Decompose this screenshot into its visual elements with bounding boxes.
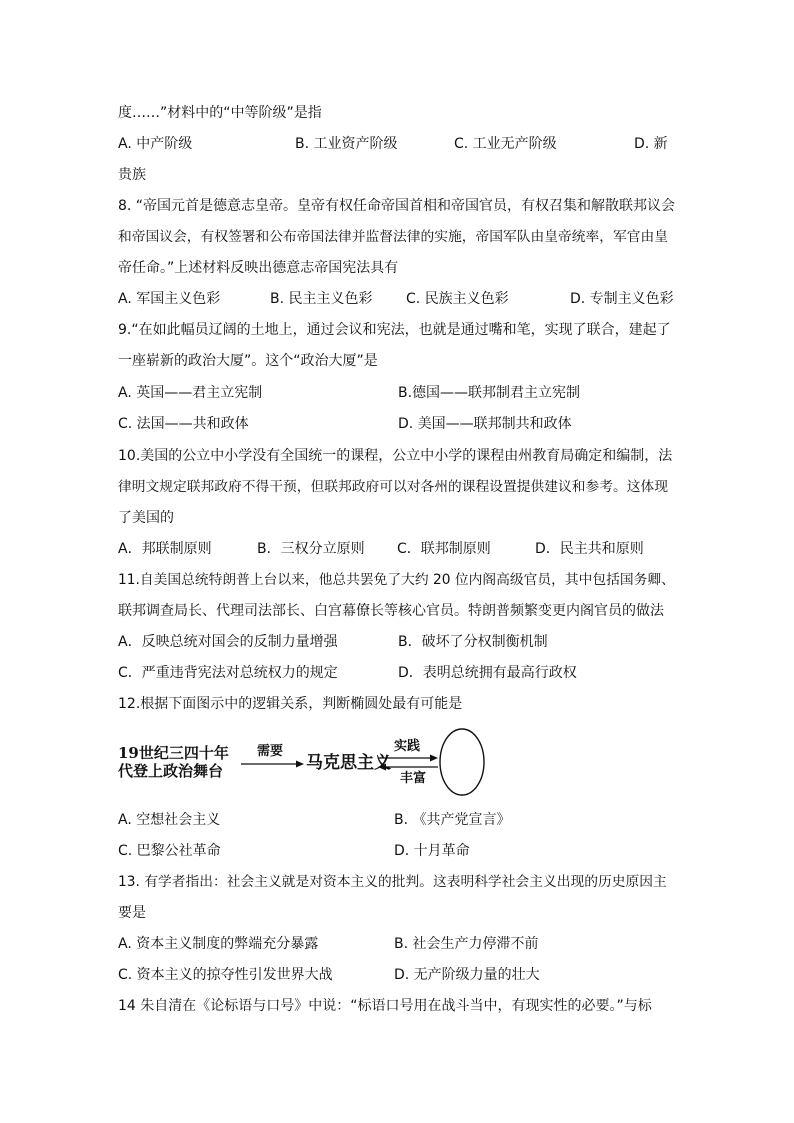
- arrow-practice-head: [430, 755, 438, 762]
- q13-option-b[interactable]: B. 社会生产力停滞不前: [394, 936, 539, 952]
- q11-stem-1: 11.自美国总统特朗普上台以来，他总共罢免了大约 20 位内阁高级官员，其中包括国务卿、: [118, 572, 675, 588]
- q11-option-b[interactable]: B．破坏了分权制衡机制: [398, 634, 548, 650]
- q9-stem-1: 9.“在如此幅员辽阔的土地上，通过会议和宪法，也就是通过嘴和笔，实现了联合，建起了: [118, 322, 671, 338]
- q8-stem-3: 帝任命。”上述材料反映出德意志帝国宪法具有: [118, 260, 399, 276]
- q9-option-d[interactable]: D. 美国——联邦制共和政体: [398, 416, 572, 432]
- q7-stem-end: 度……”材料中的“中等阶级”是指: [118, 105, 322, 121]
- q10-option-c[interactable]: C．联邦制原则: [397, 541, 491, 557]
- q7-option-d-cont: 贵族: [118, 167, 146, 183]
- diagram-left-line-2: 代登上政治舞台: [118, 762, 224, 780]
- q8-stem-2: 和帝国议会，有权签署和公布帝国法律并监督法律的实施，帝国军队由皇帝统率，军官由皇: [118, 229, 669, 245]
- q11-option-d[interactable]: D．表明总统拥有最高行政权: [398, 665, 577, 681]
- q13-option-d[interactable]: D. 无产阶级力量的壮大: [394, 967, 540, 983]
- q9-stem-2: 一座崭新的政治大厦”。这个“政治大厦”是: [118, 353, 378, 369]
- q11-stem-2: 联邦调查局长、代理司法部长、白宫幕僚长等核心官员。特朗普频繁变更内阁官员的做法: [118, 603, 664, 619]
- diagram-practice-label: 实践: [394, 739, 421, 754]
- q8-option-c[interactable]: C. 民族主义色彩: [406, 291, 509, 307]
- q9-option-a[interactable]: A. 英国——君主立宪制: [118, 385, 263, 401]
- q11-option-c[interactable]: C．严重违背宪法对总统权力的规定: [118, 665, 338, 681]
- unknown-ellipse: [440, 729, 484, 795]
- q13-option-c[interactable]: C. 资本主义的掠夺性引发世界大战: [118, 967, 333, 983]
- q12-stem: 12.根据下面图示中的逻辑关系，判断椭圆处最有可能是: [118, 696, 463, 712]
- q8-stem-1: 8. “帝国元首是德意志皇帝。皇帝有权任命帝国首相和帝国官员，有权召集和解散联邦议会: [118, 198, 676, 214]
- q10-stem-1: 10.美国的公立中小学没有全国统一的课程，公立中小学的课程由州教育局确定和编制，法: [118, 448, 673, 464]
- q8-option-b[interactable]: B. 民主主义色彩: [270, 291, 373, 307]
- diagram-enrich-label: 丰富: [400, 771, 427, 786]
- q7-option-d[interactable]: D. 新: [634, 136, 668, 152]
- q8-option-a[interactable]: A. 军国主义色彩: [118, 291, 221, 307]
- q10-option-d[interactable]: D．民主共和原则: [535, 541, 644, 557]
- q12-option-a[interactable]: A. 空想社会主义: [118, 812, 221, 828]
- q7-option-a[interactable]: A. 中产阶级: [118, 136, 193, 152]
- q12-logic-diagram: [118, 722, 498, 802]
- q14-stem-1: 14 朱自清在《论标语与口号》中说：“标语口号用在战斗当中，有现实性的必要。”与标: [118, 998, 652, 1014]
- q13-stem-2: 要是: [118, 905, 146, 921]
- diagram-center-label: 马克思主义: [306, 753, 391, 773]
- arrow-need-head: [296, 761, 304, 768]
- q7-option-b[interactable]: B. 工业资产阶级: [295, 136, 398, 152]
- q13-option-a[interactable]: A. 资本主义制度的弊端充分暴露: [118, 936, 319, 952]
- q10-stem-3: 了美国的: [118, 510, 174, 526]
- q8-option-d[interactable]: D. 专制主义色彩: [570, 291, 674, 307]
- q9-option-c[interactable]: C. 法国——共和政体: [118, 416, 249, 432]
- q12-option-d[interactable]: D. 十月革命: [394, 843, 470, 859]
- q13-stem-1: 13. 有学者指出：社会主义就是对资本主义的批判。这表明科学社会主义出现的历史原因主: [118, 874, 667, 890]
- diagram-left-line-1: 19世纪三四十年: [118, 744, 229, 762]
- q7-option-c[interactable]: C. 工业无产阶级: [454, 136, 557, 152]
- q10-stem-2: 律明文规定联邦政府不得干预，但联邦政府可以对各州的课程设置提供建议和参考。这体现: [118, 479, 669, 495]
- q10-option-b[interactable]: B．三权分立原则: [257, 541, 365, 557]
- q11-option-a[interactable]: A．反映总统对国会的反制力量增强: [118, 634, 338, 650]
- diagram-need-label: 需要: [257, 744, 284, 759]
- q12-option-b[interactable]: B. 《共产党宣言》: [394, 812, 511, 828]
- q12-option-c[interactable]: C. 巴黎公社革命: [118, 843, 221, 859]
- q9-option-b[interactable]: B.德国——联邦制君主立宪制: [398, 385, 581, 401]
- q10-option-a[interactable]: A．邦联制原则: [118, 541, 212, 557]
